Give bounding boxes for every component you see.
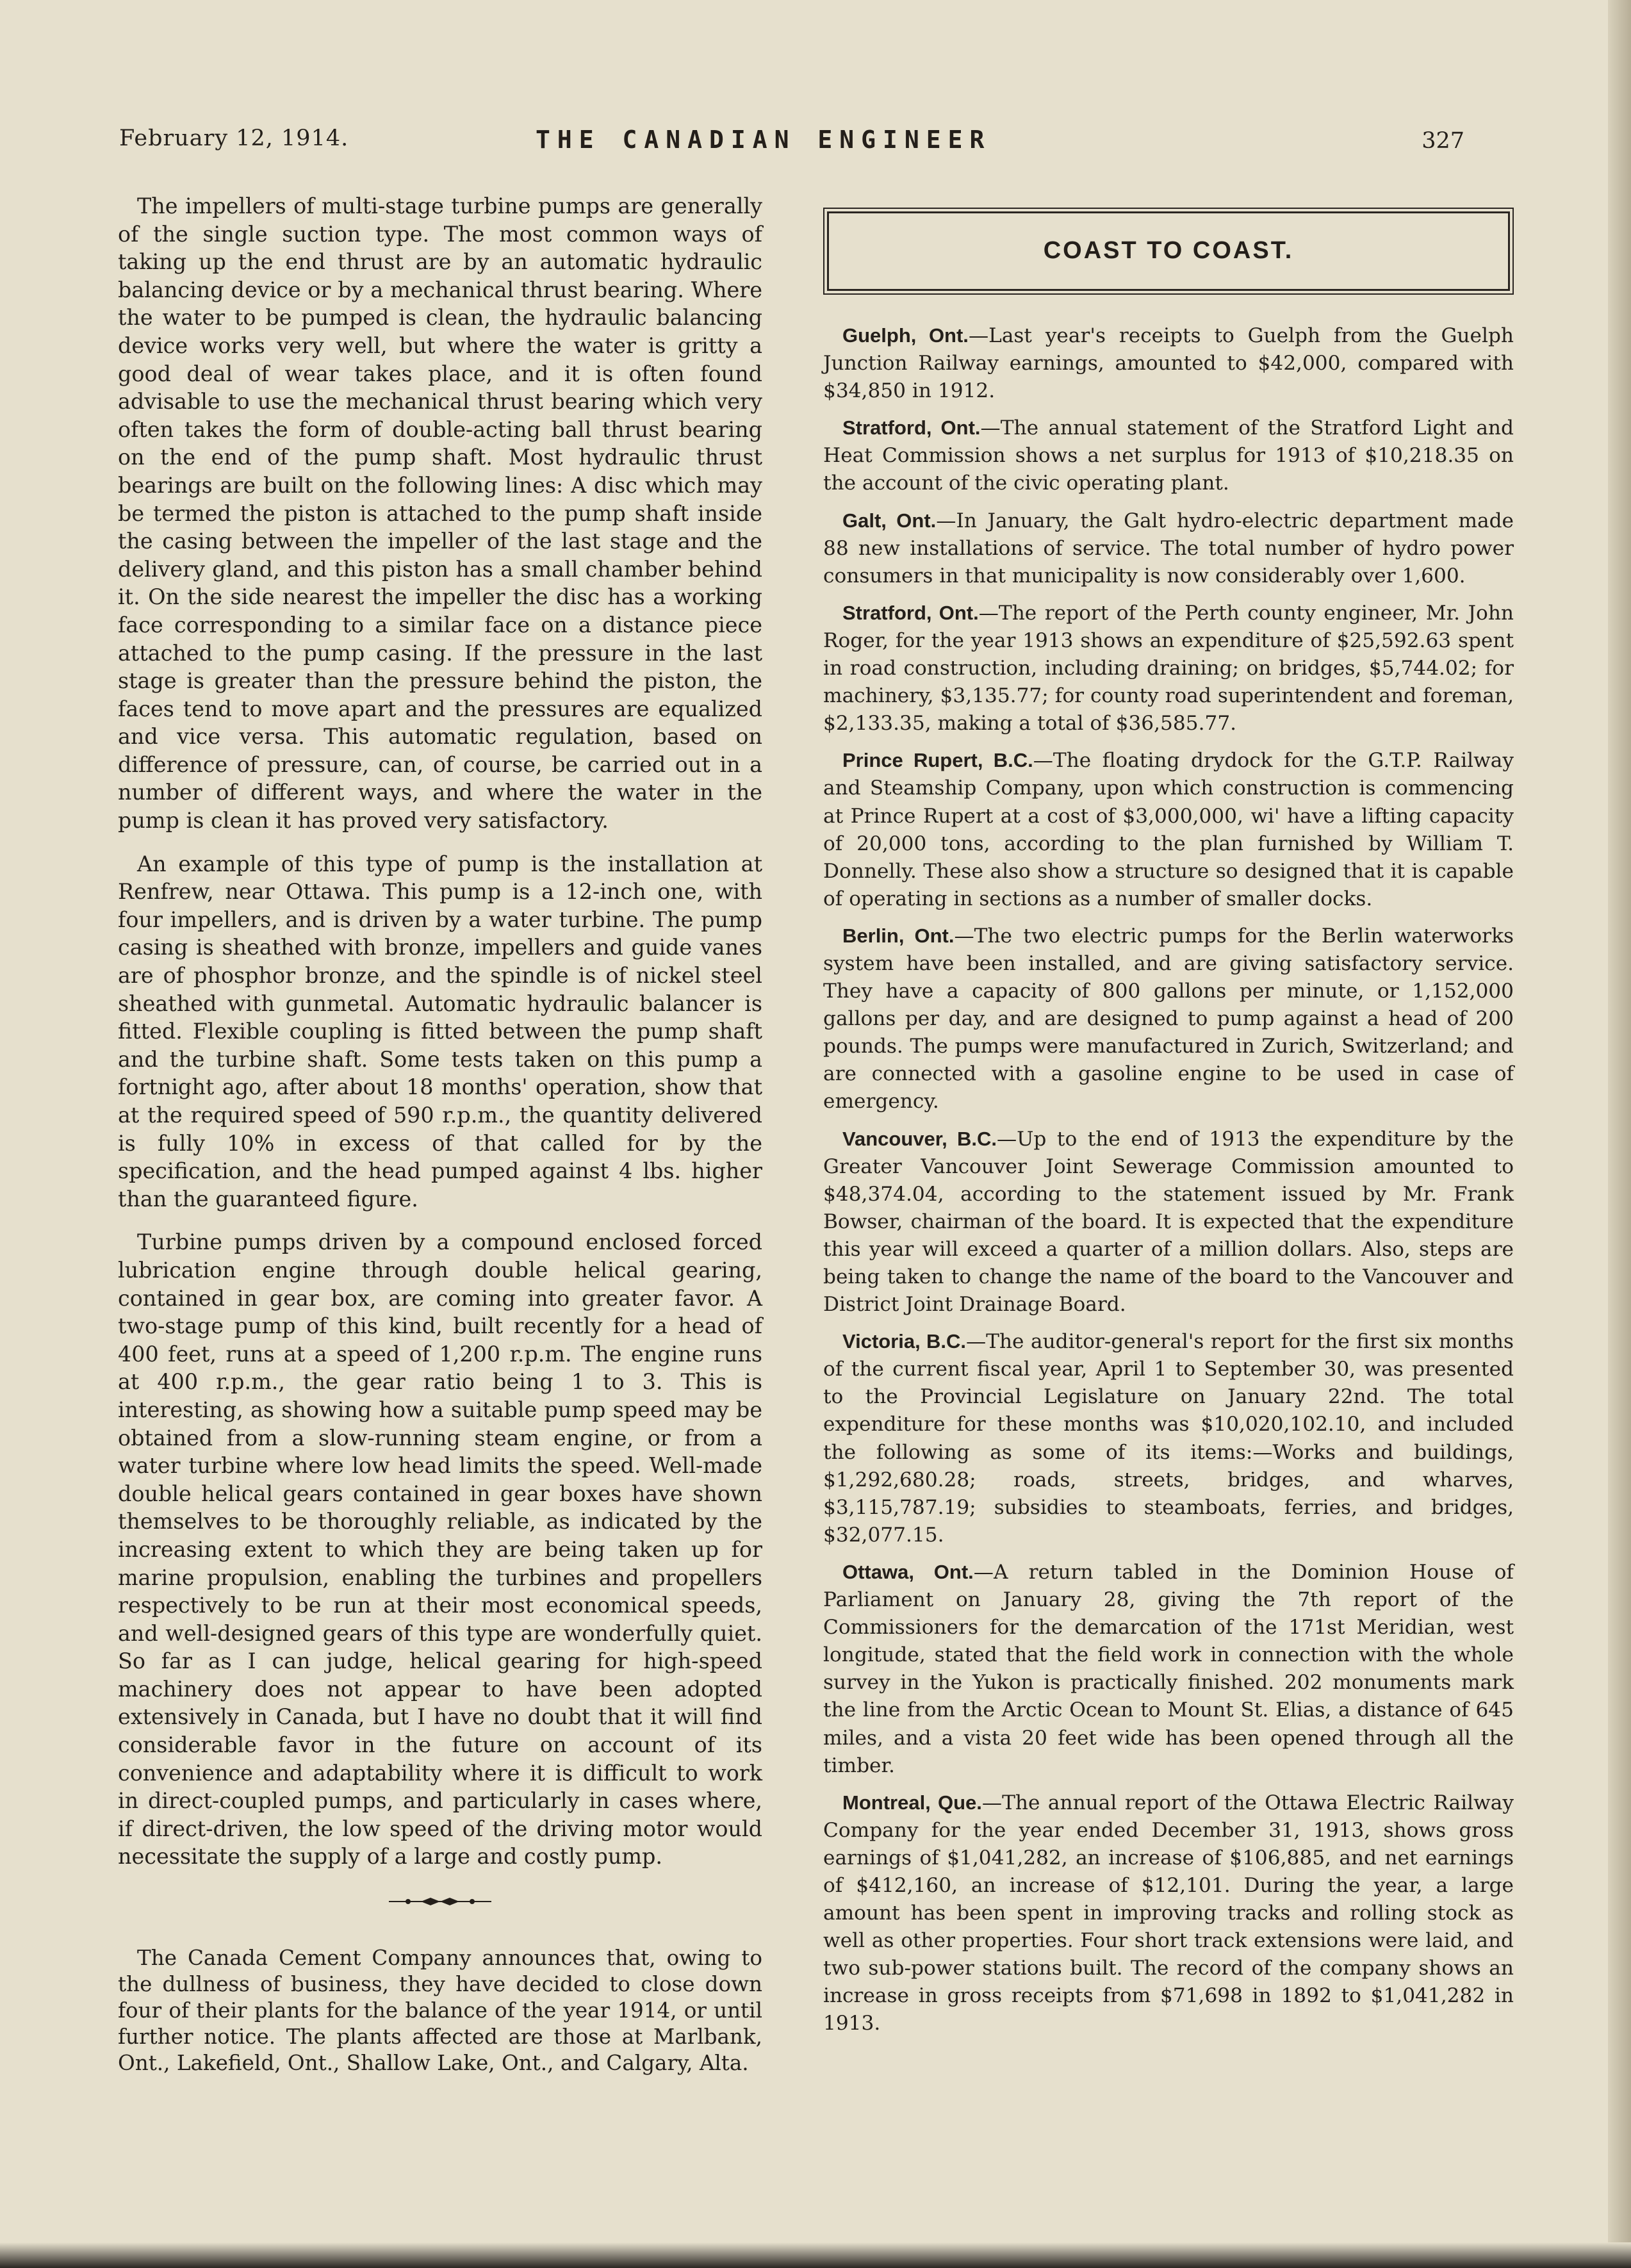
- page-bottom-shadow: [0, 2242, 1631, 2268]
- news-item: [823, 746, 1514, 913]
- news-item: [823, 507, 1514, 590]
- news-place: Prince Rupert, B.C.: [842, 749, 1033, 772]
- running-header: [119, 126, 1464, 164]
- news-place: Victoria, B.C.: [842, 1330, 966, 1353]
- news-item: [823, 414, 1514, 497]
- section-divider-ornament: [382, 1894, 498, 1909]
- right-column: [823, 211, 1514, 2047]
- news-item: [823, 1558, 1514, 1780]
- news-item: [823, 599, 1514, 737]
- news-text: —Up to the end of 1913 the expenditure by the Greater Vancouver Joint Sewerage Commission amounted to $48,374.04, according to the statement issued by Mr. Frank Bowser, chairman of the board. It is expected that the expenditure this year will exceed a quarter of a million dollars. Also, steps are being taken to change the name of the board to the Vancouver and District Joint Drainage Board.: [823, 1127, 1514, 1317]
- news-place: Guelph, Ont.: [842, 324, 969, 347]
- news-place: Ottawa, Ont.: [842, 1560, 974, 1583]
- news-place: Berlin, Ont.: [842, 924, 955, 947]
- news-item: [823, 1327, 1514, 1549]
- news-place: Montreal, Que.: [842, 1791, 982, 1814]
- left-column: [118, 192, 762, 2092]
- journal-title: THE CANADIAN ENGINEER: [536, 126, 992, 154]
- news-place: Galt, Ont.: [842, 509, 937, 532]
- news-text: —Last year's receipts to Guelph from the Guelph Junction Railway earnings, amounted to $42,000, compared with $34,850 in 1912.: [823, 324, 1514, 403]
- news-item: [823, 1125, 1514, 1319]
- article-paragraph: Turbine pumps driven by a compound enclosed forced lubrication engine through double helical gearing, contained in gear box, are coming into greater favor. A two-stage pump of this kind, built recently for a head of 400 feet, runs at a speed of 1,200 r.p.m. The engine runs at 400 r.p.m., the gear ratio being 1 to 3. This is interesting, as showing how a suitable pump speed may be obtained from a slow-running steam engine, or from a water turbine where low head limits the speed. Well-made double helical gears contained in gear boxes have shown themselves to be thoroughly reliable, as indicated by the increasing extent to which they are being taken up for marine propulsion, enabling the turbines and propellers respectively to be run at their most economical speeds, and well-designed gears of this type are wonderfully quiet. So far as I can judge, helical gearing for high-speed machinery does not appear to have been adopted extensively in Canada, but I have no doubt that it will find considerable favor in the future on account of its convenience and adaptability where it is difficult to work in direct-coupled pumps, and particularly in cases where, if direct-driven, the low speed of the driving motor would necessitate the supply of a large and costly pump.: [118, 1229, 762, 1869]
- cement-company-notice: The Canada Cement Company announces that, owing to the dullness of business, they have decided to close down four of their plants for the balance of the year 1914, or until further notice. The plants affected are those at Marlbank, Ont., Lakefield, Ont., Shallow Lake, Ont., and Calgary, Alta.: [118, 1946, 762, 2076]
- news-item: [823, 1789, 1514, 2038]
- article-paragraph: The impellers of multi-stage turbine pumps are generally of the single suction type. The most common ways of taking up the end thrust are by an automatic hydraulic balancing device or by a mechanical thrust bearing. Where the water to be pumped is clean, the hydraulic balancing device works very well, but where the water is gritty a good deal of wear takes place, and it is often found advisable to use the mechanical thrust bearing which very often takes the form of double-acting ball thrust bearing on the end of the pump shaft. Most hydraulic thrust bearings are built on the following lines: A disc which may be termed the piston is attached to the pump shaft inside the casing between the impeller of the last stage and the delivery gland, and this piston has a small chamber behind it. On the side nearest the impeller the disc has a working face corresponding to a similar face on a distance piece attached to the pump casing. If the pressure in the last stage is greater than the pressure behind the piston, the faces tend to move apart and the pressures are equalized and vice versa. This automatic regulation, based on difference of pressure, can, of course, be carried out in a number of different ways, and where the water in the pump is clean it has proved very satisfactory.: [118, 193, 762, 834]
- issue-date: February 12, 1914.: [119, 126, 349, 151]
- news-text: —In January, the Galt hydro-electric department made 88 new installations of service. The total number of hydro power consumers in that municipality is now considerably over 1,600.: [823, 509, 1514, 588]
- news-place: Stratford, Ont.: [842, 416, 981, 440]
- news-text: —The report of the Perth county engineer, Mr. John Roger, for the year 1913 shows an expenditure of $25,592.63 spent in road construction, including draining; on bridges, $5,744.02; for machinery, $3,135.77; for county road superintendent and foreman, $2,133.35, making a total of $36,585.77.: [823, 601, 1514, 735]
- section-title: COAST TO COAST.: [1043, 237, 1294, 265]
- news-text: —The auditor-general's report for the first six months of the current fiscal year, April 1 to September 30, was presented to the Provincial Legislature on January 22nd. The total expenditure for these months was $10,020,102.10, and included the following as some of its items:—Works and buildings, $1,292,680.28; roads, streets, bridges, and wharves, $3,115,787.19; subsidies to steamboats, ferries, and bridges, $32,077.15.: [823, 1330, 1514, 1547]
- news-text: —The two electric pumps for the Berlin waterworks system have been installed, and are giving satisfactory service. They have a capacity of 800 gallons per minute, or 1,152,000 gallons per day, and are designed to pump against a head of 200 pounds. The pumps were manufactured in Zurich, Switzerland; and are connected with a gasoline engine to be used in case of emergency.: [823, 924, 1514, 1113]
- news-text: —The floating drydock for the G.T.P. Railway and Steamship Company, upon which construction is commencing at Prince Rupert at a cost of $3,000,000, wi' have a lifting capacity of 20,000 tons, according to the plan furnished by William T. Donnelly. These also show a structure so designed that it is capable of operating in sections as a number of smaller docks.: [823, 749, 1514, 910]
- news-text: —A return tabled in the Dominion House of Parliament on January 28, giving the 7th report of the Commissioners for the demarcation of the 171st Meridian, west longitude, stated that the field work in connection with the whole survey in the Yukon is practically finished. 202 monuments mark the line from the Arctic Ocean to Mount St. Elias, a distance of 645 miles, and a vista 20 feet wide has been opened through all the timber.: [823, 1560, 1514, 1777]
- news-text: —The annual report of the Ottawa Electric Railway Company for the year ended December 31, 1913, shows gross earnings of $1,041,282, an increase of $106,885, and net earnings of $412,160, an increase of $12,101. During the year, a large amount has been spent in improving tracks and rolling stock as well as other properties. Four short track extensions were laid, and two sub-power stations built. The record of the company shows an increase in gross receipts from $71,698 in 1892 to $1,041,282 in 1913.: [823, 1791, 1514, 2035]
- news-item: [823, 922, 1514, 1116]
- page-number: 327: [1422, 128, 1464, 154]
- news-place: Vancouver, B.C.: [842, 1127, 997, 1150]
- article-paragraph: An example of this type of pump is the installation at Renfrew, near Ottawa. This pump is a 12-inch one, with four impellers, and is driven by a water turbine. The pump casing is sheathed with bronze, impellers and guide vanes are of phosphor bronze, and the spindle is of nickel steel sheathed with gunmetal. Automatic hydraulic balancer is fitted. Flexible coupling is fitted between the pump shaft and the turbine shaft. Some tests taken on this pump a fortnight ago, after about 18 months' operation, show that at the required speed of 590 r.p.m., the quantity delivered is fully 10% in excess of that called for by the specification, and the head pumped against 4 lbs. higher than the guaranteed figure.: [118, 851, 762, 1212]
- news-text: —The annual statement of the Stratford Light and Heat Commission shows a net surplus for 1913 of $10,218.35 on the account of the civic operating plant.: [823, 416, 1514, 495]
- page-edge-shadow: [1608, 0, 1631, 2268]
- section-title-box: [827, 211, 1510, 291]
- news-place: Stratford, Ont.: [842, 601, 979, 624]
- news-item: [823, 322, 1514, 405]
